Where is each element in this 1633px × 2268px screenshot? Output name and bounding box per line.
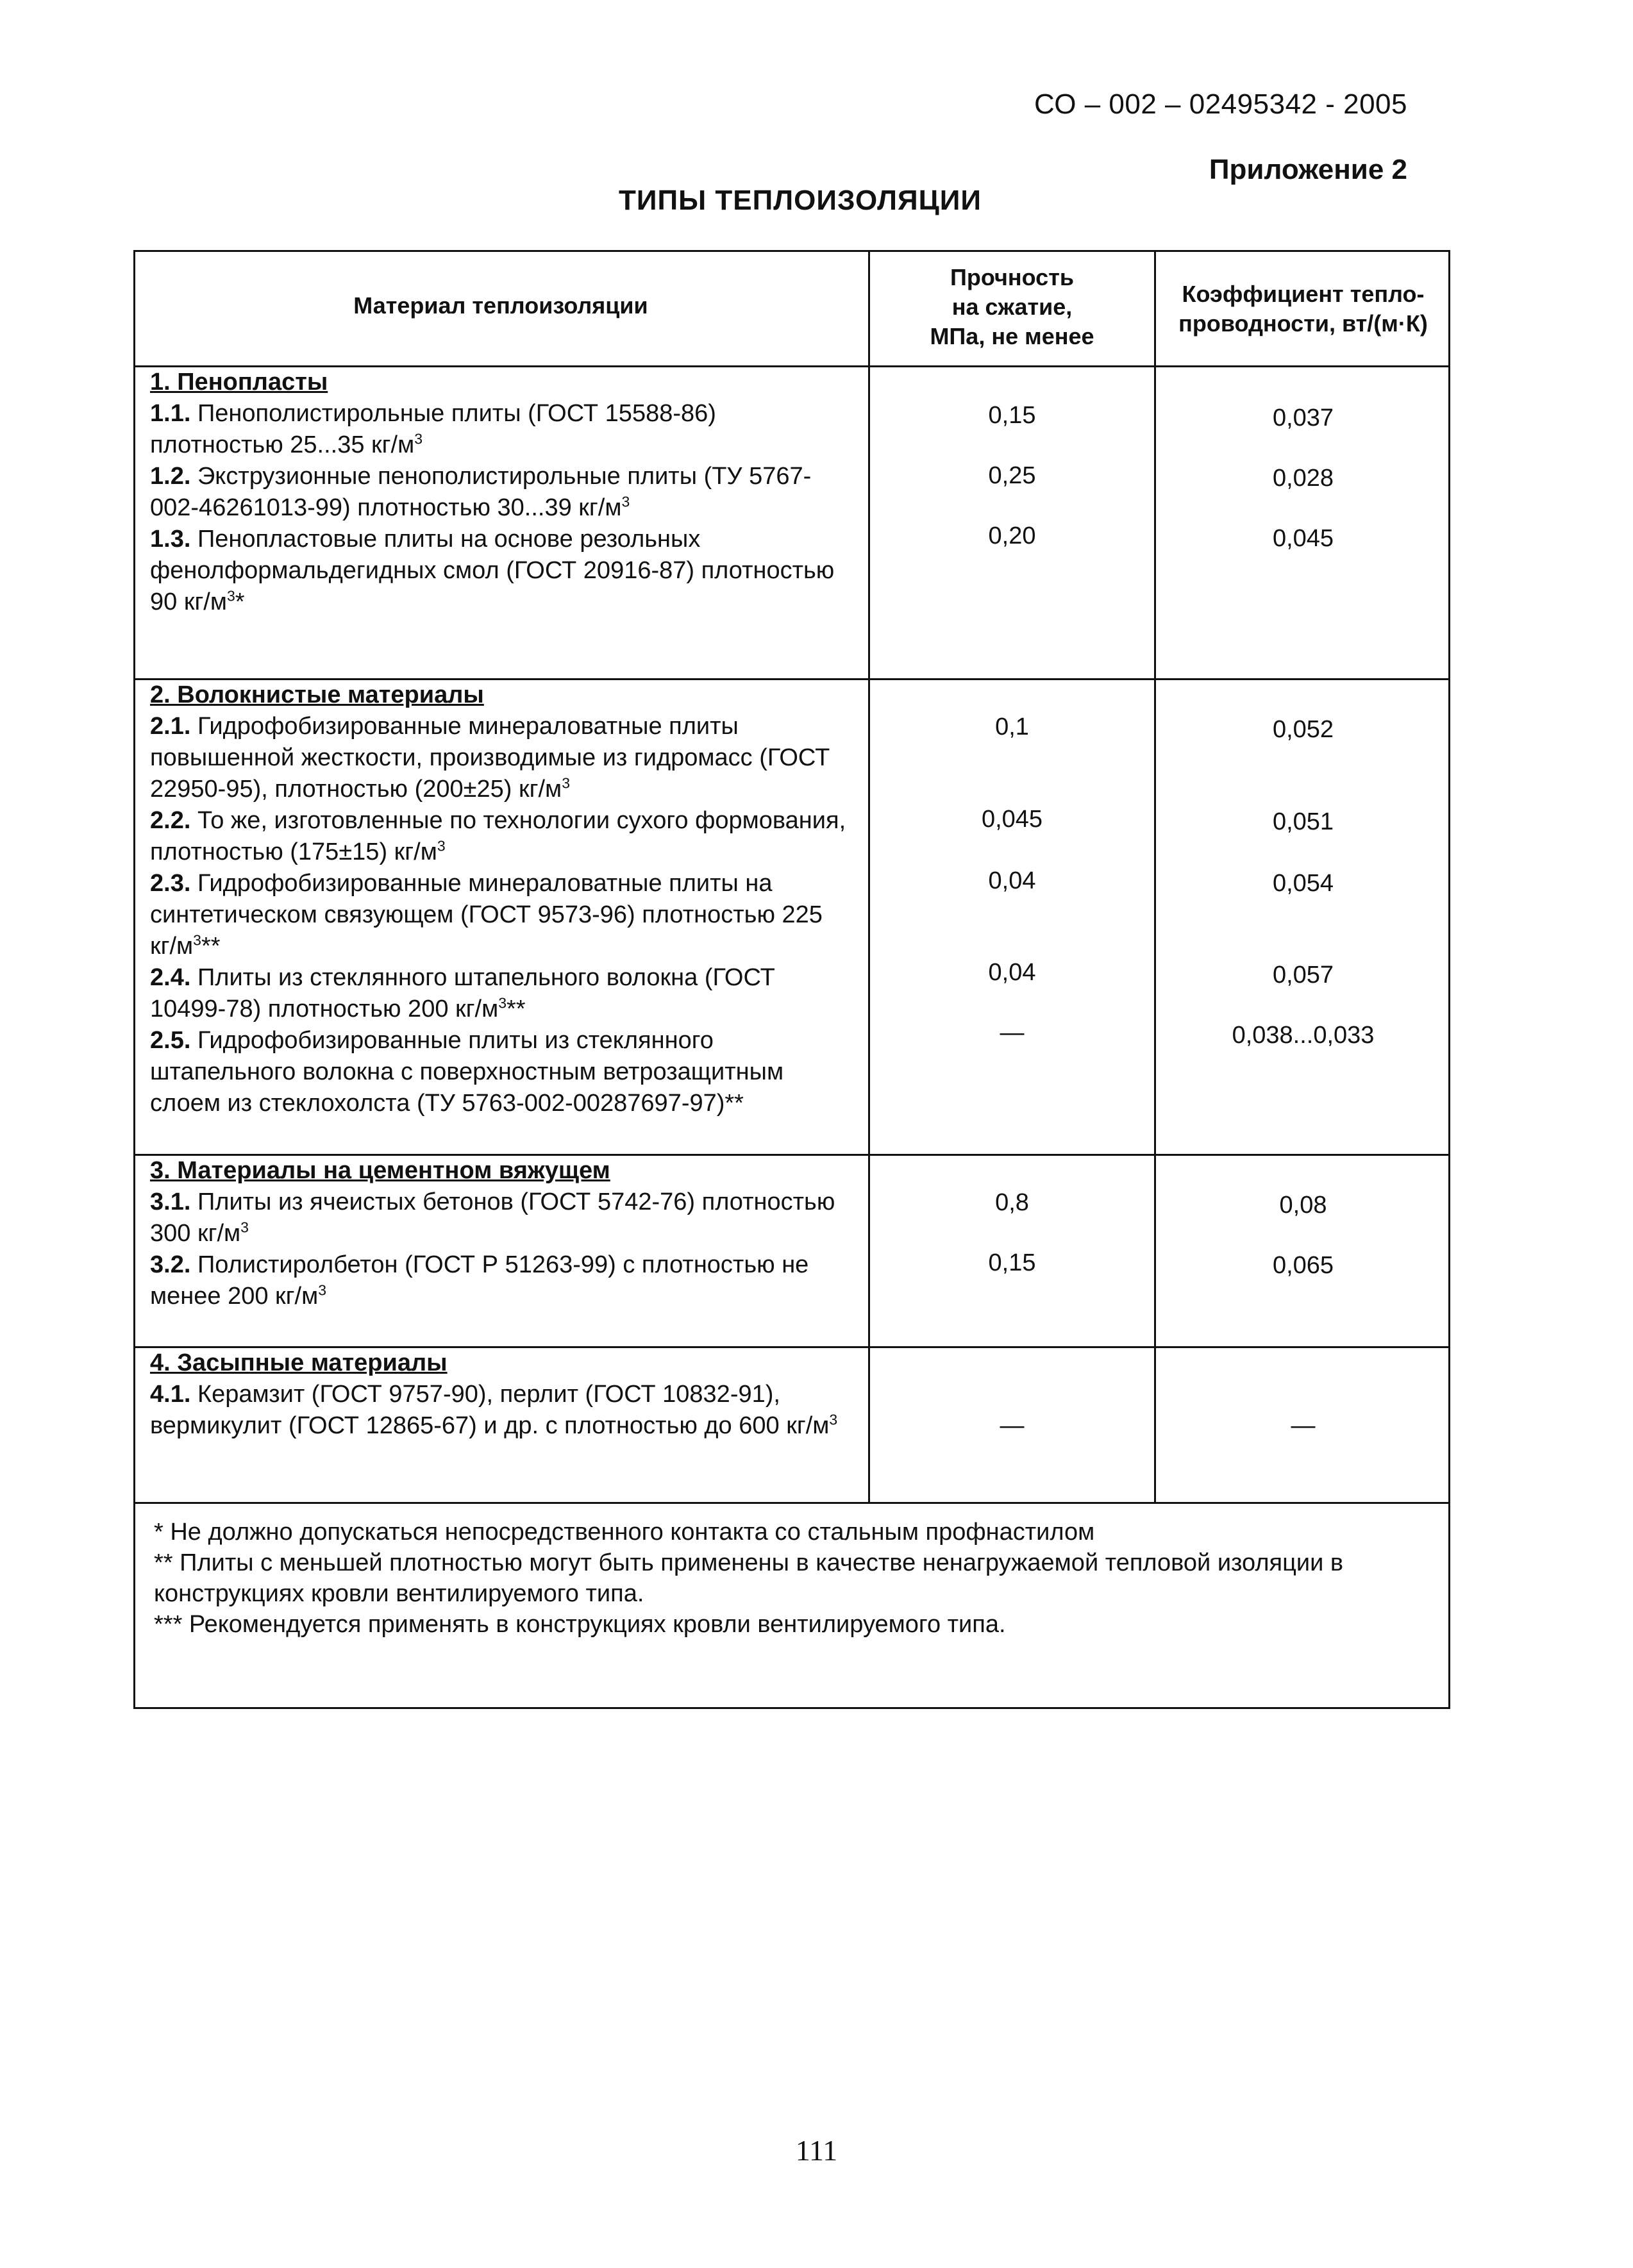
- table-row-item: 2.1. Гидрофобизированные минераловатные плиты повышенной жесткости, производимые из гидромасс (ГОСТ 22950-95), плотностью (200±25) $кг/м^3$: [150, 713, 830, 803]
- table-row-item: 3.1. Плиты из ячеистых бетонов (ГОСТ 5742-76) плотностью 300 $кг/м^3$: [150, 1188, 835, 1247]
- strength-value: 0,04: [988, 867, 1036, 894]
- header-material: [133, 291, 868, 321]
- appendix-label: Приложение 2: [1209, 154, 1407, 185]
- strength-value: 0,20: [988, 522, 1036, 549]
- footnote: * Не должно допускаться непосредственного контакта со стальным профнастилом: [154, 1519, 1095, 1546]
- table-row-item: 1.1. Пенополистирольные плиты (ГОСТ 15588-86) плотностью 25...35 $кг/м^3$: [150, 400, 716, 458]
- strength-value: 0,15: [988, 1249, 1036, 1276]
- section-title: 3. Материалы на цементном вяжущем: [150, 1157, 610, 1184]
- section-title: 2. Волокнистые материалы: [150, 681, 484, 708]
- table-row-item: 1.3. Пенопластовые плиты на основе резольных фенолформальдегидных смол (ГОСТ 20916-87) плотностью 90 $кг/м^3*$: [150, 526, 835, 615]
- strength-value: —: [1000, 1019, 1025, 1046]
- table-row-item: 1.2. Экструзионные пенополистирольные плиты (ТУ 5767-002-46261013-99) плотностью 30...39 $кг/м^3$: [150, 463, 812, 521]
- header-conductivity-line: проводности, вт/(м·К): [1178, 310, 1428, 337]
- conductivity-value: 0,052: [1272, 716, 1334, 743]
- strength-value: 0,1: [995, 713, 1029, 740]
- conductivity-value: 0,065: [1272, 1252, 1334, 1279]
- footnote: ** Плиты с меньшей плотностью могут быть применены в качестве ненагружаемой тепловой изоляции в конструкциях кровли вентилируемого типа.: [154, 1549, 1344, 1607]
- section-title: 4. Засыпные материалы: [150, 1349, 448, 1376]
- conductivity-value: 0,037: [1272, 404, 1334, 431]
- conductivity-value: 0,054: [1272, 870, 1334, 897]
- table-row-item: 3.2. Полистиролбетон (ГОСТ Р 51263-99) с плотностью не менее 200 $кг/м^3$: [150, 1251, 809, 1310]
- table-row-item: 2.5. Гидрофобизированные плиты из стеклянного штапельного волокна с поверхностным ветрозащитным слоем из стеклохолста (ТУ 5763-002-00287697-97)**: [150, 1027, 784, 1117]
- conductivity-value: 0,057: [1272, 962, 1334, 988]
- strength-value: 0,25: [988, 462, 1036, 489]
- conductivity-value: 0,045: [1272, 525, 1334, 552]
- page-title: ТИПЫ ТЕПЛОИЗОЛЯЦИИ: [619, 185, 982, 216]
- footnotes: [154, 1517, 1436, 1640]
- page-number: 111: [795, 2134, 838, 2167]
- table-row-item: 2.3. Гидрофобизированные минераловатные плиты на синтетическом связующем (ГОСТ 9573-96) плотностью 225 $кг/м^3**$: [150, 870, 823, 960]
- conductivity-value: 0,038...0,033: [1232, 1022, 1375, 1049]
- strength-value: 0,15: [988, 402, 1036, 429]
- section-3-cell: [150, 1155, 855, 1312]
- table-row-item: 4.1. Керамзит (ГОСТ 9757-90), перлит (ГОСТ 10832-91), вермикулит (ГОСТ 12865-67) и др. с плотностью до 600 $кг/м^3$: [150, 1381, 838, 1439]
- table-row-item: 2.2. То же, изготовленные по технологии сухого формования, плотностью (175±15) $кг/м^3$: [150, 807, 846, 865]
- section-2-cell: [150, 680, 855, 1119]
- header-conductivity: [1156, 279, 1450, 338]
- header-conductivity-line: Коэффициент тепло-: [1182, 281, 1425, 307]
- conductivity-value: 0,08: [1279, 1192, 1327, 1219]
- conductivity-value: 0,051: [1272, 808, 1334, 835]
- document-code: СО – 002 – 02495342 - 2005: [1034, 88, 1407, 120]
- strength-value: 0,045: [981, 806, 1043, 833]
- header-strength-line: МПа, не менее: [930, 323, 1094, 349]
- section-4-cell: [150, 1347, 855, 1442]
- conductivity-value: 0,028: [1272, 465, 1334, 492]
- header-strength-line: Прочность: [950, 264, 1074, 290]
- header-material-label: Материал теплоизоляции: [353, 292, 648, 319]
- section-1-cell: [150, 367, 855, 618]
- table-row-item: 2.4. Плиты из стеклянного штапельного волокна (ГОСТ 10499-78) плотностью 200 $кг/м^3**$: [150, 964, 775, 1022]
- strength-value: 0,8: [995, 1189, 1029, 1216]
- row-divider: [133, 1502, 1450, 1504]
- section-title: 1. Пенопласты: [150, 369, 328, 396]
- header-strength: [870, 263, 1154, 351]
- header-strength-line: на сжатие,: [951, 294, 1073, 320]
- strength-value: —: [1000, 1412, 1025, 1439]
- strength-value: 0,04: [988, 959, 1036, 986]
- footnote: *** Рекомендуется применять в конструкциях кровли вентилируемого типа.: [154, 1611, 1006, 1638]
- conductivity-value: —: [1291, 1412, 1316, 1439]
